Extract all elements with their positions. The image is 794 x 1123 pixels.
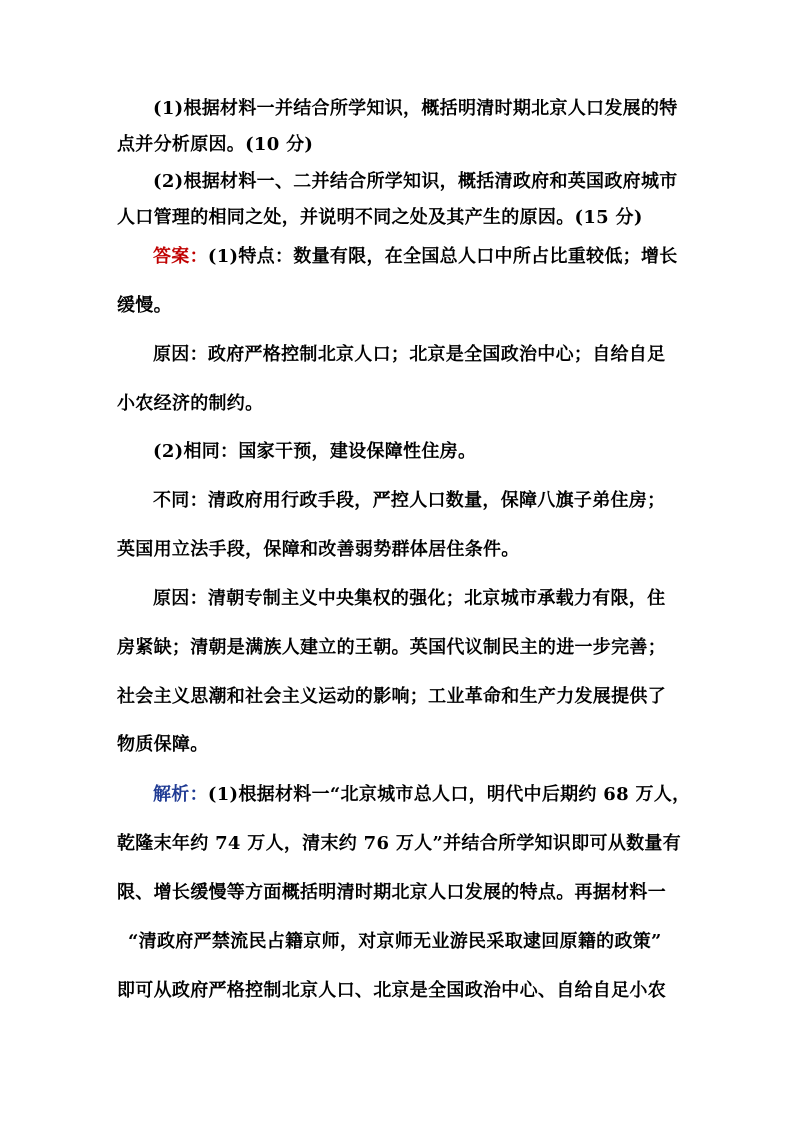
- analysis-line-5: 即可从政府严格控制北京人口、北京是全国政治中心、自给自足小农: [117, 980, 666, 1001]
- question-2-line-1: (2)根据材料一、二并结合所学知识，概括清政府和英国政府城市: [153, 171, 678, 192]
- question-1-line-2: 点并分析原因。(10 分): [117, 134, 314, 155]
- answer-text-1: (1)特点：数量有限，在全国总人口中所占比重较低；增长: [207, 246, 678, 267]
- analysis-line-1: [153, 784, 691, 806]
- answer-line-2: 缓慢。: [117, 295, 172, 316]
- answer-line-8: 原因：清朝专制主义中央集权的强化；北京城市承载力有限，住: [153, 588, 666, 609]
- answer-line-3: 原因：政府严格控制北京人口；北京是全国政治中心；自给自足: [153, 344, 666, 365]
- answer-line-4: 小农经济的制约。: [117, 393, 264, 414]
- answer-line-9: 房紧缺；清朝是满族人建立的王朝。英国代议制民主的进一步完善；: [117, 637, 666, 658]
- question-1-line-1: (1)根据材料一并结合所学知识，概括明清时期北京人口发展的特: [153, 98, 678, 119]
- answer-line-7: 英国用立法手段，保障和改善弱势群体居住条件。: [117, 539, 520, 560]
- answer-label: 答案：: [153, 246, 208, 267]
- answer-line-5: (2)相同：国家干预，建设保障性住房。: [153, 441, 477, 462]
- answer-line-6: 不同：清政府用行政手段，严控人口数量，保障八旗子弟住房；: [153, 490, 666, 511]
- analysis-line-4: “清政府严禁流民占籍京师，对京师无业游民采取逮回原籍的政策”: [128, 931, 662, 952]
- analysis-label: 解析：: [153, 784, 208, 805]
- analysis-line-3: 限、增长缓慢等方面概括明清时期北京人口发展的特点。再据材料一: [117, 882, 666, 903]
- answer-line-10: 社会主义思潮和社会主义运动的影响；工业革命和生产力发展提供了: [117, 686, 666, 707]
- answer-line-11: 物质保障。: [117, 734, 209, 755]
- analysis-text-1: (1)根据材料一“北京城市总人口，明代中后期约 68 万人，: [207, 784, 691, 805]
- question-2-line-2: 人口管理的相同之处，并说明不同之处及其产生的原因。(15 分): [117, 207, 643, 228]
- answer-line-1: [153, 246, 687, 268]
- analysis-line-2: 乾隆末年约 74 万人，清末约 76 万人”并结合所学知识即可从数量有: [117, 833, 682, 854]
